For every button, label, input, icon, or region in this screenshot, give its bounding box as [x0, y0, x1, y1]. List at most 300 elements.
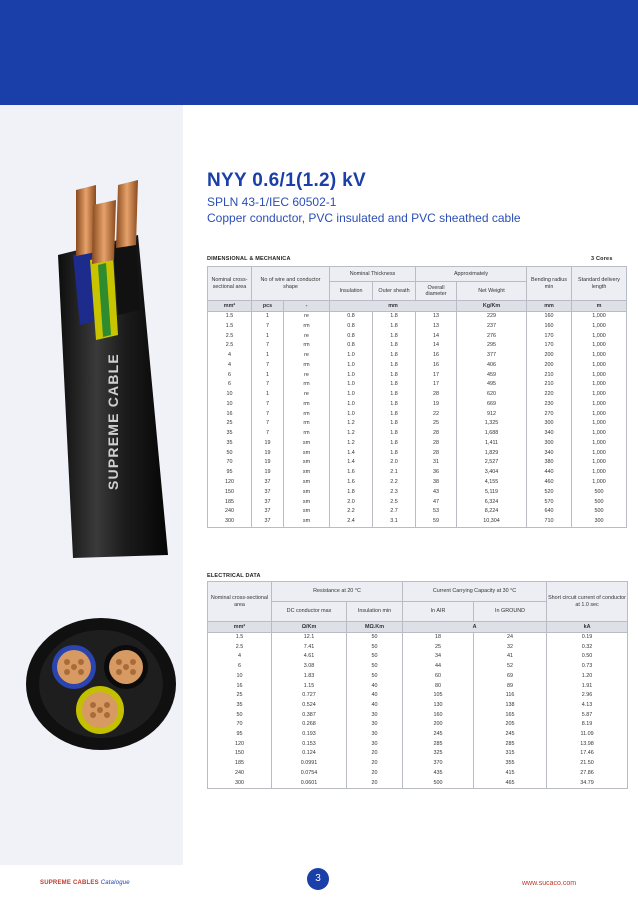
table-cell: 1.0 [330, 410, 373, 420]
table-cell: 0.8 [330, 322, 373, 332]
table-cell: 340 [527, 429, 572, 439]
table-cell: re [284, 332, 330, 342]
table-cell: 12.1 [272, 633, 347, 643]
table-cell: sm [284, 507, 330, 517]
table-cell: 1,000 [572, 361, 627, 371]
table-row [208, 672, 628, 682]
table-cell: 4,155 [457, 478, 527, 488]
table-cell: 30 [347, 730, 403, 740]
table-cell: 200 [527, 351, 572, 361]
table-cell: 20 [347, 769, 403, 779]
table-cell: 669 [457, 400, 527, 410]
table-cell: 150 [208, 749, 272, 759]
table-cell: 185 [208, 498, 252, 508]
table-cell: 2.5 [373, 498, 416, 508]
table-cell: 18 [403, 633, 474, 643]
col-insulation: Insulation [330, 282, 373, 301]
table-cell: rm [284, 380, 330, 390]
table-cell: 640 [527, 507, 572, 517]
table-cell: 240 [208, 507, 252, 517]
table-cell: 912 [457, 410, 527, 420]
table-cell: 1 [252, 371, 284, 381]
col-in-air: In AIR [403, 602, 474, 622]
table-cell: 31 [416, 458, 457, 468]
description-line: Copper conductor, PVC insulated and PVC sheathed cable [207, 211, 521, 225]
table-cell: 40 [347, 682, 403, 692]
table-cell: 13 [416, 322, 457, 332]
table-cell: 41 [474, 652, 547, 662]
table-row [208, 332, 627, 342]
table-cell: sm [284, 449, 330, 459]
unit-cell: kA [547, 622, 628, 633]
sheath-print: SUPREME CABLE [105, 353, 121, 490]
table-cell: 1,000 [572, 439, 627, 449]
table-cell: 14 [416, 332, 457, 342]
table-cell: 52 [474, 662, 547, 672]
table-cell: 340 [527, 449, 572, 459]
table-cell: 16 [208, 682, 272, 692]
table-cell: sm [284, 488, 330, 498]
table-cell: 170 [527, 341, 572, 351]
table-cell: 28 [416, 439, 457, 449]
table-cell: 185 [208, 759, 272, 769]
table-row [208, 468, 627, 478]
footer-brand-logo [40, 880, 130, 886]
table-cell: 276 [457, 332, 527, 342]
table-cell: 300 [527, 419, 572, 429]
table-cell: sm [284, 478, 330, 488]
table-cell: 1.5 [208, 633, 272, 643]
table-cell: 1,000 [572, 458, 627, 468]
table-cell: 245 [474, 730, 547, 740]
cores-label: 3 Cores [591, 256, 613, 262]
table-cell: 380 [527, 458, 572, 468]
table-cell: 50 [347, 652, 403, 662]
table-cell: re [284, 371, 330, 381]
col-outer-sheath: Outer sheath [373, 282, 416, 301]
table-cell: 229 [457, 312, 527, 322]
table-cell: 0.0754 [272, 769, 347, 779]
table-cell: 35 [208, 429, 252, 439]
table-cell: 2.0 [373, 458, 416, 468]
cable-illustration [18, 160, 178, 560]
table-cell: 240 [208, 769, 272, 779]
table-cell: 245 [403, 730, 474, 740]
table-cell: 1.0 [330, 380, 373, 390]
table-cell: 7 [252, 380, 284, 390]
table-cell: 138 [474, 701, 547, 711]
table-cell: 2.5 [208, 332, 252, 342]
table-row [208, 390, 627, 400]
table-cell: 0.73 [547, 662, 628, 672]
table-cell: 1,000 [572, 449, 627, 459]
table-row [208, 769, 628, 779]
table-cell: 0.8 [330, 332, 373, 342]
table-cell: 1,688 [457, 429, 527, 439]
col-overall-diameter: Overall diameter [416, 282, 457, 301]
table-cell: re [284, 351, 330, 361]
table-row [208, 498, 627, 508]
table-cell: 4 [208, 351, 252, 361]
table-cell: 20 [347, 749, 403, 759]
table-row [208, 410, 627, 420]
table-cell: sm [284, 468, 330, 478]
table-cell: 377 [457, 351, 527, 361]
table-cell: 10 [208, 400, 252, 410]
table-cell: re [284, 390, 330, 400]
table-row [208, 759, 628, 769]
table-cell: 19 [252, 449, 284, 459]
dimensional-table-body [208, 312, 627, 528]
table-cell: 53 [416, 507, 457, 517]
table-cell: 19 [252, 439, 284, 449]
table-cell: 0.153 [272, 740, 347, 750]
electrical-section-label: ELECTRICAL DATA [207, 573, 261, 579]
table-cell: 1.0 [330, 351, 373, 361]
table-cell: 20 [347, 779, 403, 789]
table-cell: 2.3 [373, 488, 416, 498]
table-cell: 1.6 [330, 468, 373, 478]
table-cell: 22 [416, 410, 457, 420]
table-cell: 50 [208, 711, 272, 721]
table-cell: 370 [403, 759, 474, 769]
table-cell: 120 [208, 478, 252, 488]
unit-cell: mm² [208, 301, 252, 312]
unit-cell: m [572, 301, 627, 312]
table-cell: 1,000 [572, 390, 627, 400]
table-cell: sm [284, 498, 330, 508]
table-cell: 20 [347, 759, 403, 769]
table-cell: 1,000 [572, 400, 627, 410]
table-cell: 1.8 [373, 332, 416, 342]
table-cell: 1.8 [373, 439, 416, 449]
table-cell: 1.8 [373, 400, 416, 410]
table-row [208, 507, 627, 517]
unit-cell: mm² [208, 622, 272, 633]
table-cell: 1.0 [330, 371, 373, 381]
page-title: NYY 0.6/1(1.2) kV [207, 170, 366, 191]
title-block [207, 170, 627, 225]
table-cell: 21.50 [547, 759, 628, 769]
table-cell: 220 [527, 390, 572, 400]
col-dc-conductor: DC conductor max [272, 602, 347, 622]
table-cell: 1,411 [457, 439, 527, 449]
table-cell: 160 [527, 322, 572, 332]
table-cell: 8.19 [547, 720, 628, 730]
table-cell: 4 [208, 652, 272, 662]
table-cell: 34.79 [547, 779, 628, 789]
table-row [208, 779, 628, 789]
table-cell: 0.32 [547, 643, 628, 653]
table-cell: 1 [252, 351, 284, 361]
table-row [208, 652, 628, 662]
table-row [208, 478, 627, 488]
table-cell: 60 [403, 672, 474, 682]
table-cell: 95 [208, 730, 272, 740]
table-cell: rm [284, 419, 330, 429]
table-cell: 0.0991 [272, 759, 347, 769]
table-row [208, 701, 628, 711]
table-cell: 1.5 [208, 322, 252, 332]
table-cell: 0.268 [272, 720, 347, 730]
table-cell: 70 [208, 720, 272, 730]
table-cell: 435 [403, 769, 474, 779]
table-cell: 6 [208, 380, 252, 390]
table-cell: 1.8 [373, 351, 416, 361]
table-row [208, 662, 628, 672]
table-cell: 710 [527, 517, 572, 527]
table-cell: 300 [208, 779, 272, 789]
col-current-capacity: Current Carrying Capacity at 30 °C [403, 582, 547, 602]
table-cell: 520 [527, 488, 572, 498]
table-cell: 460 [527, 478, 572, 488]
table-cell: 5.87 [547, 711, 628, 721]
table-cell: 50 [347, 643, 403, 653]
table-cell: 40 [347, 691, 403, 701]
table-cell: 2.4 [330, 517, 373, 527]
standard-line: SPLN 43-1/IEC 60502-1 [207, 195, 337, 209]
table-cell: rm [284, 322, 330, 332]
table-cell: 50 [347, 672, 403, 682]
table-cell: 1.2 [330, 439, 373, 449]
table-cell: 2.96 [547, 691, 628, 701]
table-cell: 37 [252, 507, 284, 517]
table-cell: 0.387 [272, 711, 347, 721]
footer-url-link[interactable]: www.sucaco.com [522, 880, 577, 887]
table-cell: 1,325 [457, 419, 527, 429]
table-cell: 1.5 [208, 312, 252, 322]
table-cell: 59 [416, 517, 457, 527]
table-row [208, 517, 627, 527]
table-row [208, 361, 627, 371]
table-row [208, 720, 628, 730]
col-approximately: Approximately [416, 267, 527, 282]
table-cell: 1,000 [572, 332, 627, 342]
table-cell: 210 [527, 380, 572, 390]
table-cell: 4.61 [272, 652, 347, 662]
table-cell: 270 [527, 410, 572, 420]
table-cell: 95 [208, 468, 252, 478]
table-cell: 7.41 [272, 643, 347, 653]
col-in-ground: In GROUND [474, 602, 547, 622]
table-cell: 7 [252, 322, 284, 332]
table-row [208, 740, 628, 750]
table-cell: 570 [527, 498, 572, 508]
table-cell: 28 [416, 429, 457, 439]
table-cell: 1.8 [373, 419, 416, 429]
table-cell: sm [284, 439, 330, 449]
table-cell: 1.2 [330, 419, 373, 429]
table-cell: 500 [572, 507, 627, 517]
table-cell: 37 [252, 488, 284, 498]
table-cell: 1.8 [373, 341, 416, 351]
table-cell: 89 [474, 682, 547, 692]
col-nominal-thickness: Nominal Thickness [330, 267, 416, 282]
table-cell: sm [284, 517, 330, 527]
table-row [208, 458, 627, 468]
table-cell: 1.8 [373, 390, 416, 400]
table-cell: 495 [457, 380, 527, 390]
table-cell: 17 [416, 380, 457, 390]
table-cell: 24 [474, 633, 547, 643]
table-cell: 1,000 [572, 371, 627, 381]
table-cell: 210 [527, 371, 572, 381]
unit-cell: - [284, 301, 330, 312]
table-cell: 7 [252, 410, 284, 420]
table-cell: 1.0 [330, 390, 373, 400]
table-cell: 35 [208, 439, 252, 449]
table-cell: 459 [457, 371, 527, 381]
table-cell: 415 [474, 769, 547, 779]
table-cell: 28 [416, 449, 457, 459]
col-bending-radius: Bending radius min [527, 267, 572, 301]
table-cell: 16 [208, 410, 252, 420]
table-cell: 50 [347, 633, 403, 643]
table-cell: 7 [252, 361, 284, 371]
table-cell: 1,000 [572, 322, 627, 332]
col-net-weight: Net Weight [457, 282, 527, 301]
table-cell: 1.8 [373, 322, 416, 332]
table-cell: 44 [403, 662, 474, 672]
col-resistance: Resistance at 20 °C [272, 582, 403, 602]
table-cell: 170 [527, 332, 572, 342]
unit-cell: MΩ.Km [347, 622, 403, 633]
table-cell: 50 [208, 449, 252, 459]
table-cell: 28 [416, 390, 457, 400]
table-row [208, 691, 628, 701]
table-cell: 1.8 [373, 380, 416, 390]
table-cell: 300 [527, 439, 572, 449]
table-cell: sm [284, 458, 330, 468]
table-row [208, 341, 627, 351]
table-cell: 1.15 [272, 682, 347, 692]
table-cell: 37 [252, 517, 284, 527]
table-cell: 1 [252, 332, 284, 342]
table-cell: 3.08 [272, 662, 347, 672]
table-cell: 11.09 [547, 730, 628, 740]
table-cell: 160 [527, 312, 572, 322]
table-row [208, 449, 627, 459]
table-cell: 300 [572, 517, 627, 527]
table-cell: 7 [252, 400, 284, 410]
table-cell: 7 [252, 429, 284, 439]
table-cell: 13 [416, 312, 457, 322]
table-cell: 25 [208, 691, 272, 701]
table-cell: 0.727 [272, 691, 347, 701]
table-cell: 1,000 [572, 380, 627, 390]
table-cell: 1 [252, 312, 284, 322]
col-cross-section: Nominal cross-sectional area [208, 267, 252, 301]
unit-cell: mm [330, 301, 457, 312]
table-row [208, 380, 627, 390]
table-cell: 3.1 [373, 517, 416, 527]
table-cell: 285 [474, 740, 547, 750]
table-cell: 4 [208, 361, 252, 371]
table-cell: 200 [527, 361, 572, 371]
table-row [208, 643, 628, 653]
table-cell: 1,000 [572, 468, 627, 478]
table-cell: 2.2 [330, 507, 373, 517]
table-cell: 1,000 [572, 312, 627, 322]
table-cell: 0.0601 [272, 779, 347, 789]
table-cell: 1,000 [572, 478, 627, 488]
table-cell: 325 [403, 749, 474, 759]
table-cell: 1.8 [373, 371, 416, 381]
table-cell: 0.8 [330, 312, 373, 322]
table-cell: 1,000 [572, 419, 627, 429]
table-cell: 17.46 [547, 749, 628, 759]
table-cell: 7 [252, 341, 284, 351]
table-cell: 1,000 [572, 351, 627, 361]
table-cell: 32 [474, 643, 547, 653]
table-row [208, 711, 628, 721]
table-cell: 19 [252, 468, 284, 478]
cable-cross-section-image [22, 612, 180, 752]
table-cell: 465 [474, 779, 547, 789]
table-cell: 295 [457, 341, 527, 351]
table-cell: 230 [527, 400, 572, 410]
table-cell: 6,324 [457, 498, 527, 508]
table-cell: 5,119 [457, 488, 527, 498]
table-cell: 120 [208, 740, 272, 750]
table-cell: 25 [416, 419, 457, 429]
table-cell: 2.7 [373, 507, 416, 517]
table-cell: 200 [403, 720, 474, 730]
table-cell: 0.50 [547, 652, 628, 662]
table-cell: 500 [572, 488, 627, 498]
table-cell: 1.2 [330, 429, 373, 439]
table-cell: 0.124 [272, 749, 347, 759]
table-cell: 0.19 [547, 633, 628, 643]
table-cell: 25 [403, 643, 474, 653]
table-cell: 16 [416, 351, 457, 361]
table-cell: 69 [474, 672, 547, 682]
table-cell: 2.5 [208, 643, 272, 653]
table-cell: 1.8 [373, 410, 416, 420]
table-cell: 4.13 [547, 701, 628, 711]
table-cell: 1.4 [330, 458, 373, 468]
table-cell: 2.2 [373, 478, 416, 488]
table-row [208, 682, 628, 692]
table-row [208, 633, 628, 643]
table-row [208, 749, 628, 759]
table-cell: 160 [403, 711, 474, 721]
table-cell: 500 [572, 498, 627, 508]
table-cell: 1.0 [330, 361, 373, 371]
table-cell: 300 [208, 517, 252, 527]
unit-cell: mm [527, 301, 572, 312]
table-row [208, 312, 627, 322]
col-wire-shape: No of wire and conductor shape [252, 267, 330, 301]
table-cell: re [284, 312, 330, 322]
col-insulation-min: Insulation min [347, 602, 403, 622]
table-cell: rm [284, 429, 330, 439]
table-cell: 19 [416, 400, 457, 410]
table-cell: 105 [403, 691, 474, 701]
table-cell: 1.0 [330, 400, 373, 410]
table-cell: 17 [416, 371, 457, 381]
table-cell: 1,000 [572, 341, 627, 351]
table-cell: 1.8 [373, 449, 416, 459]
table-cell: 1.8 [373, 312, 416, 322]
table-row [208, 439, 627, 449]
dimensional-section-label: DIMENSIONAL & MECHANICA [207, 256, 291, 262]
table-cell: 1.91 [547, 682, 628, 692]
table-cell: 14 [416, 341, 457, 351]
table-cell: 1 [252, 390, 284, 400]
table-cell: 2.5 [208, 341, 252, 351]
table-cell: 406 [457, 361, 527, 371]
